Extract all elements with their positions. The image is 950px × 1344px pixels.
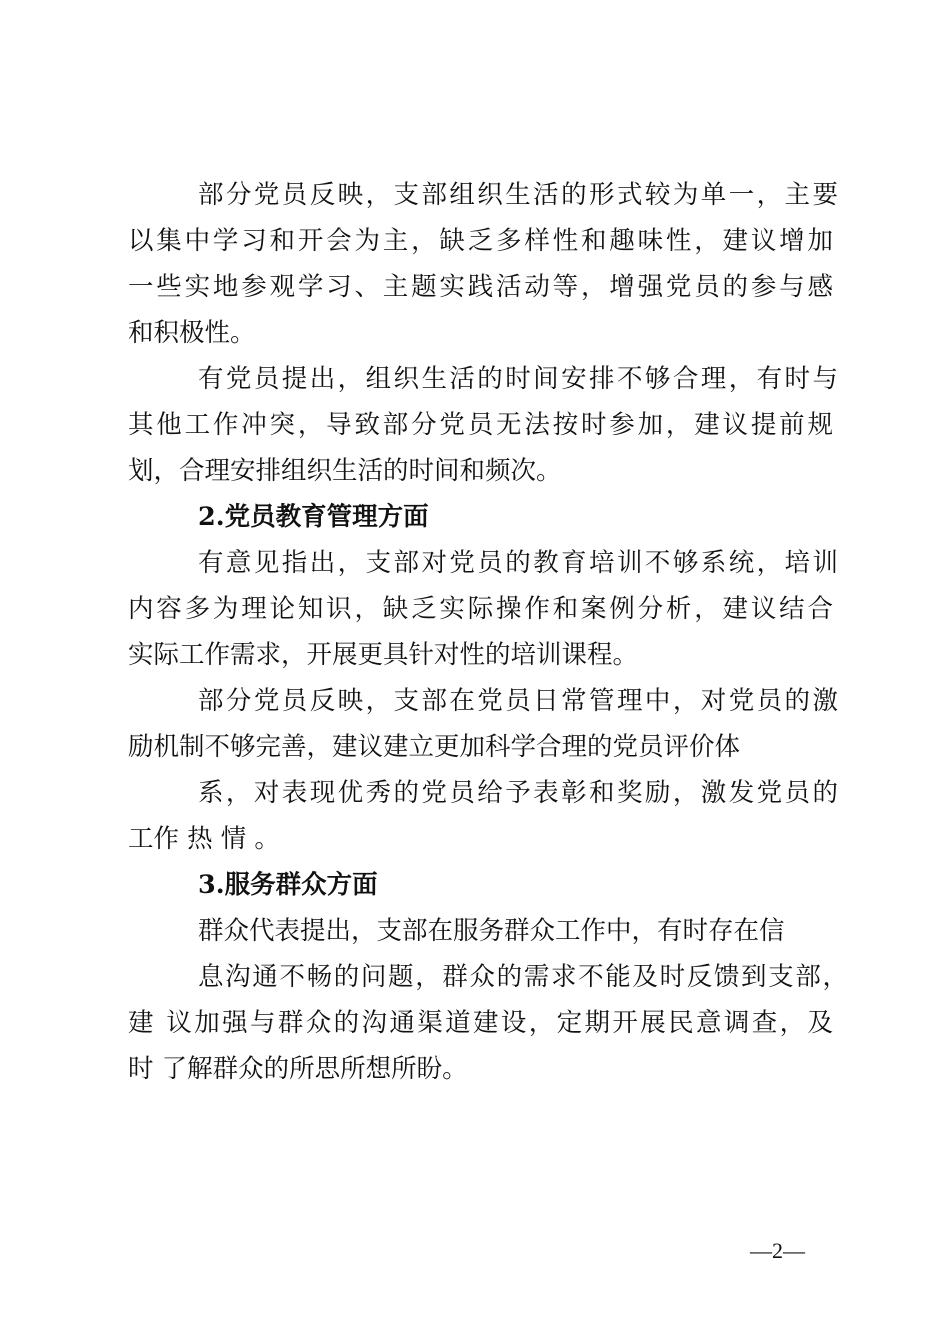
paragraph-line: 实际工作需求，开展更具针对性的培训课程。 <box>128 640 639 670</box>
paragraph-line: 建 议加强与群众的沟通渠道建设，定期开展民意调查，及 <box>128 1008 833 1038</box>
section-heading: 3.服务群众方面 <box>198 870 378 900</box>
paragraph-line: 划，合理安排组织生活的时间和频次。 <box>128 456 562 486</box>
paragraph-line: 系，对表现优秀的党员给予表彰和奖励，激发党员的 <box>198 778 838 808</box>
paragraph-line: 和积极性。 <box>128 318 256 348</box>
paragraph-line: 群众代表提出，支部在服务群众工作中，有时存在信 <box>198 916 785 946</box>
paragraph-line: 时 了解群众的所思所想所盼。 <box>128 1054 468 1084</box>
paragraph-line: 部分党员反映，支部在党员日常管理中，对党员的激 <box>198 686 838 716</box>
page-number: —2— <box>750 1238 805 1263</box>
paragraph-line: 以集中学习和开会为主，缺乏多样性和趣味性，建议增加 <box>128 226 833 256</box>
paragraph-line: 一些实地参观学习、主题实践活动等，增强党员的参与感 <box>128 272 833 302</box>
paragraph-line: 励机制不够完善，建议建立更加科学合理的党员评价体 <box>128 732 741 762</box>
paragraph-line: 内容多为理论知识，缺乏实际操作和案例分析，建议结合 <box>128 594 833 624</box>
section-heading: 2.党员教育管理方面 <box>198 502 429 532</box>
paragraph-line: 有党员提出，组织生活的时间安排不够合理，有时与 <box>198 364 838 394</box>
paragraph-line: 其他工作冲突，导致部分党员无法按时参加，建议提前规 <box>128 410 833 440</box>
paragraph-line: 部分党员反映，支部组织生活的形式较为单一，主要 <box>198 180 838 210</box>
paragraph-line: 有意见指出，支部对党员的教育培训不够系统，培训 <box>198 548 838 578</box>
paragraph-line: 工作 热 情 。 <box>128 824 280 854</box>
paragraph-line: 息沟通不畅的问题，群众的需求不能及时反馈到支部， <box>198 962 848 992</box>
